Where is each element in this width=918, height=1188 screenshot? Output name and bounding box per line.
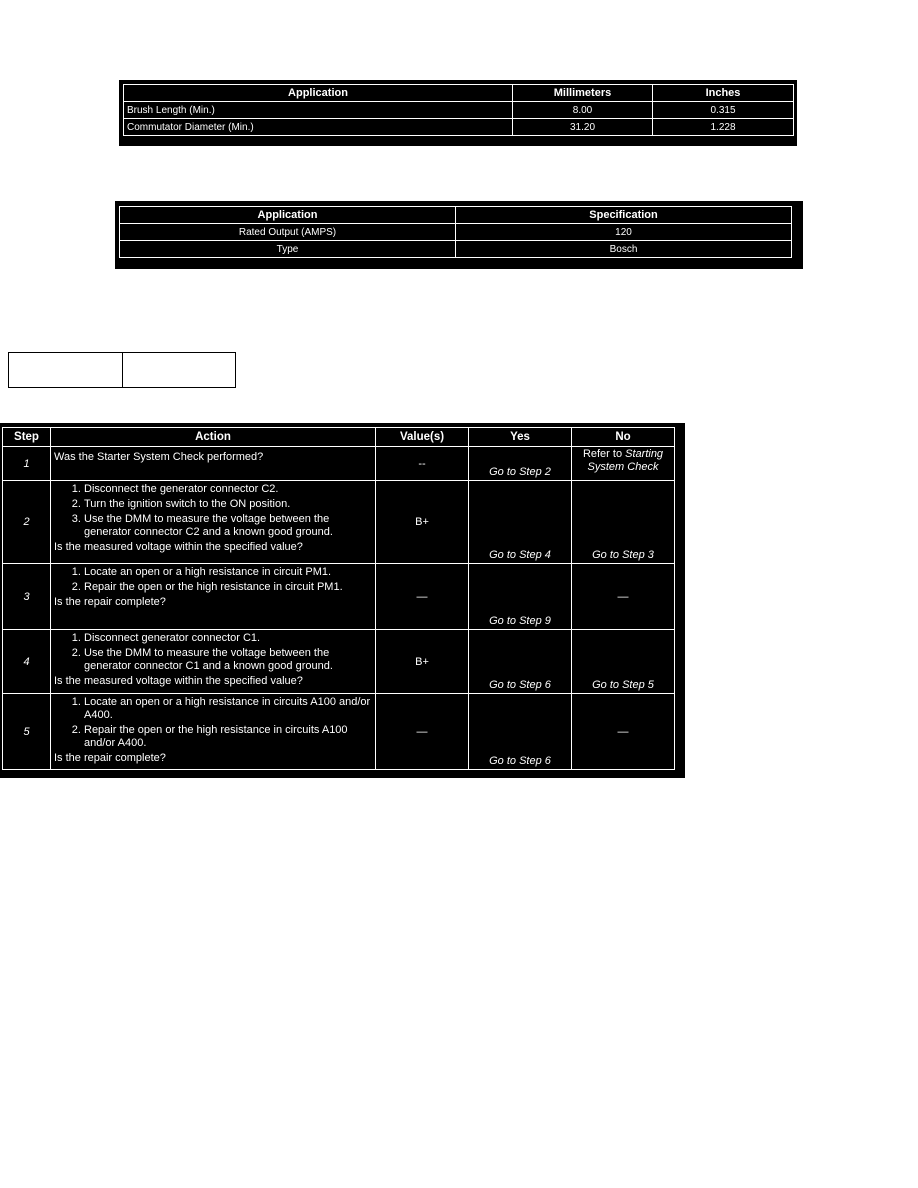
yes-cell bbox=[469, 447, 572, 481]
action-cell bbox=[51, 694, 376, 770]
action-steps-list bbox=[54, 632, 372, 673]
yes-cell bbox=[469, 481, 572, 564]
step-number: 4 bbox=[3, 630, 51, 694]
action-question: Is the measured voltage within the specified value? bbox=[54, 541, 303, 553]
action-question: Is the measured voltage within the specified value? bbox=[54, 675, 303, 687]
column-header-application: Application bbox=[124, 85, 513, 102]
value-cell: — bbox=[376, 694, 469, 770]
column-header-inches: Inches bbox=[653, 85, 794, 102]
value-cell: — bbox=[376, 564, 469, 630]
table-row bbox=[120, 224, 792, 241]
yes-action: Go to Step 2 bbox=[489, 466, 551, 478]
no-action: — bbox=[617, 590, 629, 603]
table-header-row bbox=[3, 428, 675, 447]
cell-inches: 1.228 bbox=[653, 119, 794, 136]
yes-action: Go to Step 6 bbox=[489, 679, 551, 691]
action-step: 1. Disconnect generator connector C1. bbox=[84, 632, 372, 645]
action-cell bbox=[51, 630, 376, 694]
action-step: 1. Locate an open or a high resistance in circuit PM1. bbox=[84, 566, 372, 579]
brush-spec-table bbox=[123, 84, 794, 136]
value-cell: B+ bbox=[376, 630, 469, 694]
no-action-prefix: Refer to bbox=[582, 448, 623, 460]
output-spec-panel bbox=[115, 201, 803, 269]
step-number: 3 bbox=[3, 564, 51, 630]
yes-action: Go to Step 9 bbox=[489, 615, 551, 627]
value-cell: B+ bbox=[376, 481, 469, 564]
action-question: Is the repair complete? bbox=[54, 596, 166, 608]
cell-millimeters: 31.20 bbox=[513, 119, 653, 136]
column-header-millimeters: Millimeters bbox=[513, 85, 653, 102]
no-cell bbox=[572, 630, 675, 694]
table-row bbox=[3, 694, 675, 770]
yes-cell bbox=[469, 694, 572, 770]
action-step: 1. Disconnect the generator connector C2. bbox=[84, 483, 372, 496]
column-header-specification: Specification bbox=[456, 207, 792, 224]
diagnostic-table bbox=[2, 427, 675, 770]
step-number: 2 bbox=[3, 481, 51, 564]
table-row bbox=[3, 630, 675, 694]
table-row bbox=[124, 102, 794, 119]
empty-cell bbox=[123, 353, 236, 387]
table-row bbox=[3, 481, 675, 564]
action-steps-list bbox=[54, 483, 372, 539]
column-header-step: Step bbox=[3, 428, 51, 447]
no-action: — bbox=[617, 725, 629, 738]
cell-application: Type bbox=[120, 241, 456, 258]
diagnostic-panel bbox=[0, 423, 685, 778]
action-step: 2. Repair the open or the high resistance in circuits A100 and/or A400. bbox=[84, 724, 372, 750]
action-cell bbox=[51, 447, 376, 481]
yes-cell bbox=[469, 564, 572, 630]
value-cell: -- bbox=[376, 447, 469, 481]
output-spec-table bbox=[119, 206, 792, 258]
no-action-reference: Starting System Check bbox=[587, 448, 664, 473]
cell-inches: 0.315 bbox=[653, 102, 794, 119]
action-step: 3. Use the DMM to measure the voltage between the generator connector C2 and a known good ground. bbox=[84, 513, 372, 539]
column-header-application: Application bbox=[120, 207, 456, 224]
cell-application: Brush Length (Min.) bbox=[124, 102, 513, 119]
action-step: 1. Locate an open or a high resistance in circuits A100 and/or A400. bbox=[84, 696, 372, 722]
column-header-yes: Yes bbox=[469, 428, 572, 447]
column-header-values: Value(s) bbox=[376, 428, 469, 447]
action-question: Is the repair complete? bbox=[54, 752, 166, 764]
action-step: 2. Use the DMM to measure the voltage between the generator connector C1 and a known good ground. bbox=[84, 647, 372, 673]
yes-action: Go to Step 6 bbox=[489, 755, 551, 767]
table-row bbox=[3, 564, 675, 630]
action-step: 2. Repair the open or the high resistance in circuit PM1. bbox=[84, 581, 372, 594]
empty-cell bbox=[9, 353, 123, 387]
yes-cell bbox=[469, 630, 572, 694]
no-action: Go to Step 3 bbox=[592, 549, 654, 561]
action-steps-list bbox=[54, 566, 372, 594]
cell-specification: Bosch bbox=[456, 241, 792, 258]
table-row bbox=[120, 241, 792, 258]
action-step: 2. Turn the ignition switch to the ON position. bbox=[84, 498, 372, 511]
cell-millimeters: 8.00 bbox=[513, 102, 653, 119]
no-cell bbox=[572, 447, 675, 481]
action-question: Was the Starter System Check performed? bbox=[54, 451, 264, 463]
step-number: 5 bbox=[3, 694, 51, 770]
action-cell bbox=[51, 481, 376, 564]
yes-action: Go to Step 4 bbox=[489, 549, 551, 561]
action-cell bbox=[51, 564, 376, 630]
step-number: 1 bbox=[3, 447, 51, 481]
action-steps-list bbox=[54, 696, 372, 750]
cell-specification: 120 bbox=[456, 224, 792, 241]
no-cell bbox=[572, 694, 675, 770]
table-header-row bbox=[124, 85, 794, 102]
cell-application: Commutator Diameter (Min.) bbox=[124, 119, 513, 136]
empty-box bbox=[8, 352, 236, 388]
cell-application: Rated Output (AMPS) bbox=[120, 224, 456, 241]
no-cell bbox=[572, 481, 675, 564]
no-action bbox=[572, 447, 674, 474]
column-header-action: Action bbox=[51, 428, 376, 447]
column-header-no: No bbox=[572, 428, 675, 447]
table-header-row bbox=[120, 207, 792, 224]
no-cell bbox=[572, 564, 675, 630]
table-row bbox=[3, 447, 675, 481]
no-action: Go to Step 5 bbox=[592, 679, 654, 691]
brush-spec-panel bbox=[119, 80, 797, 146]
table-row bbox=[124, 119, 794, 136]
